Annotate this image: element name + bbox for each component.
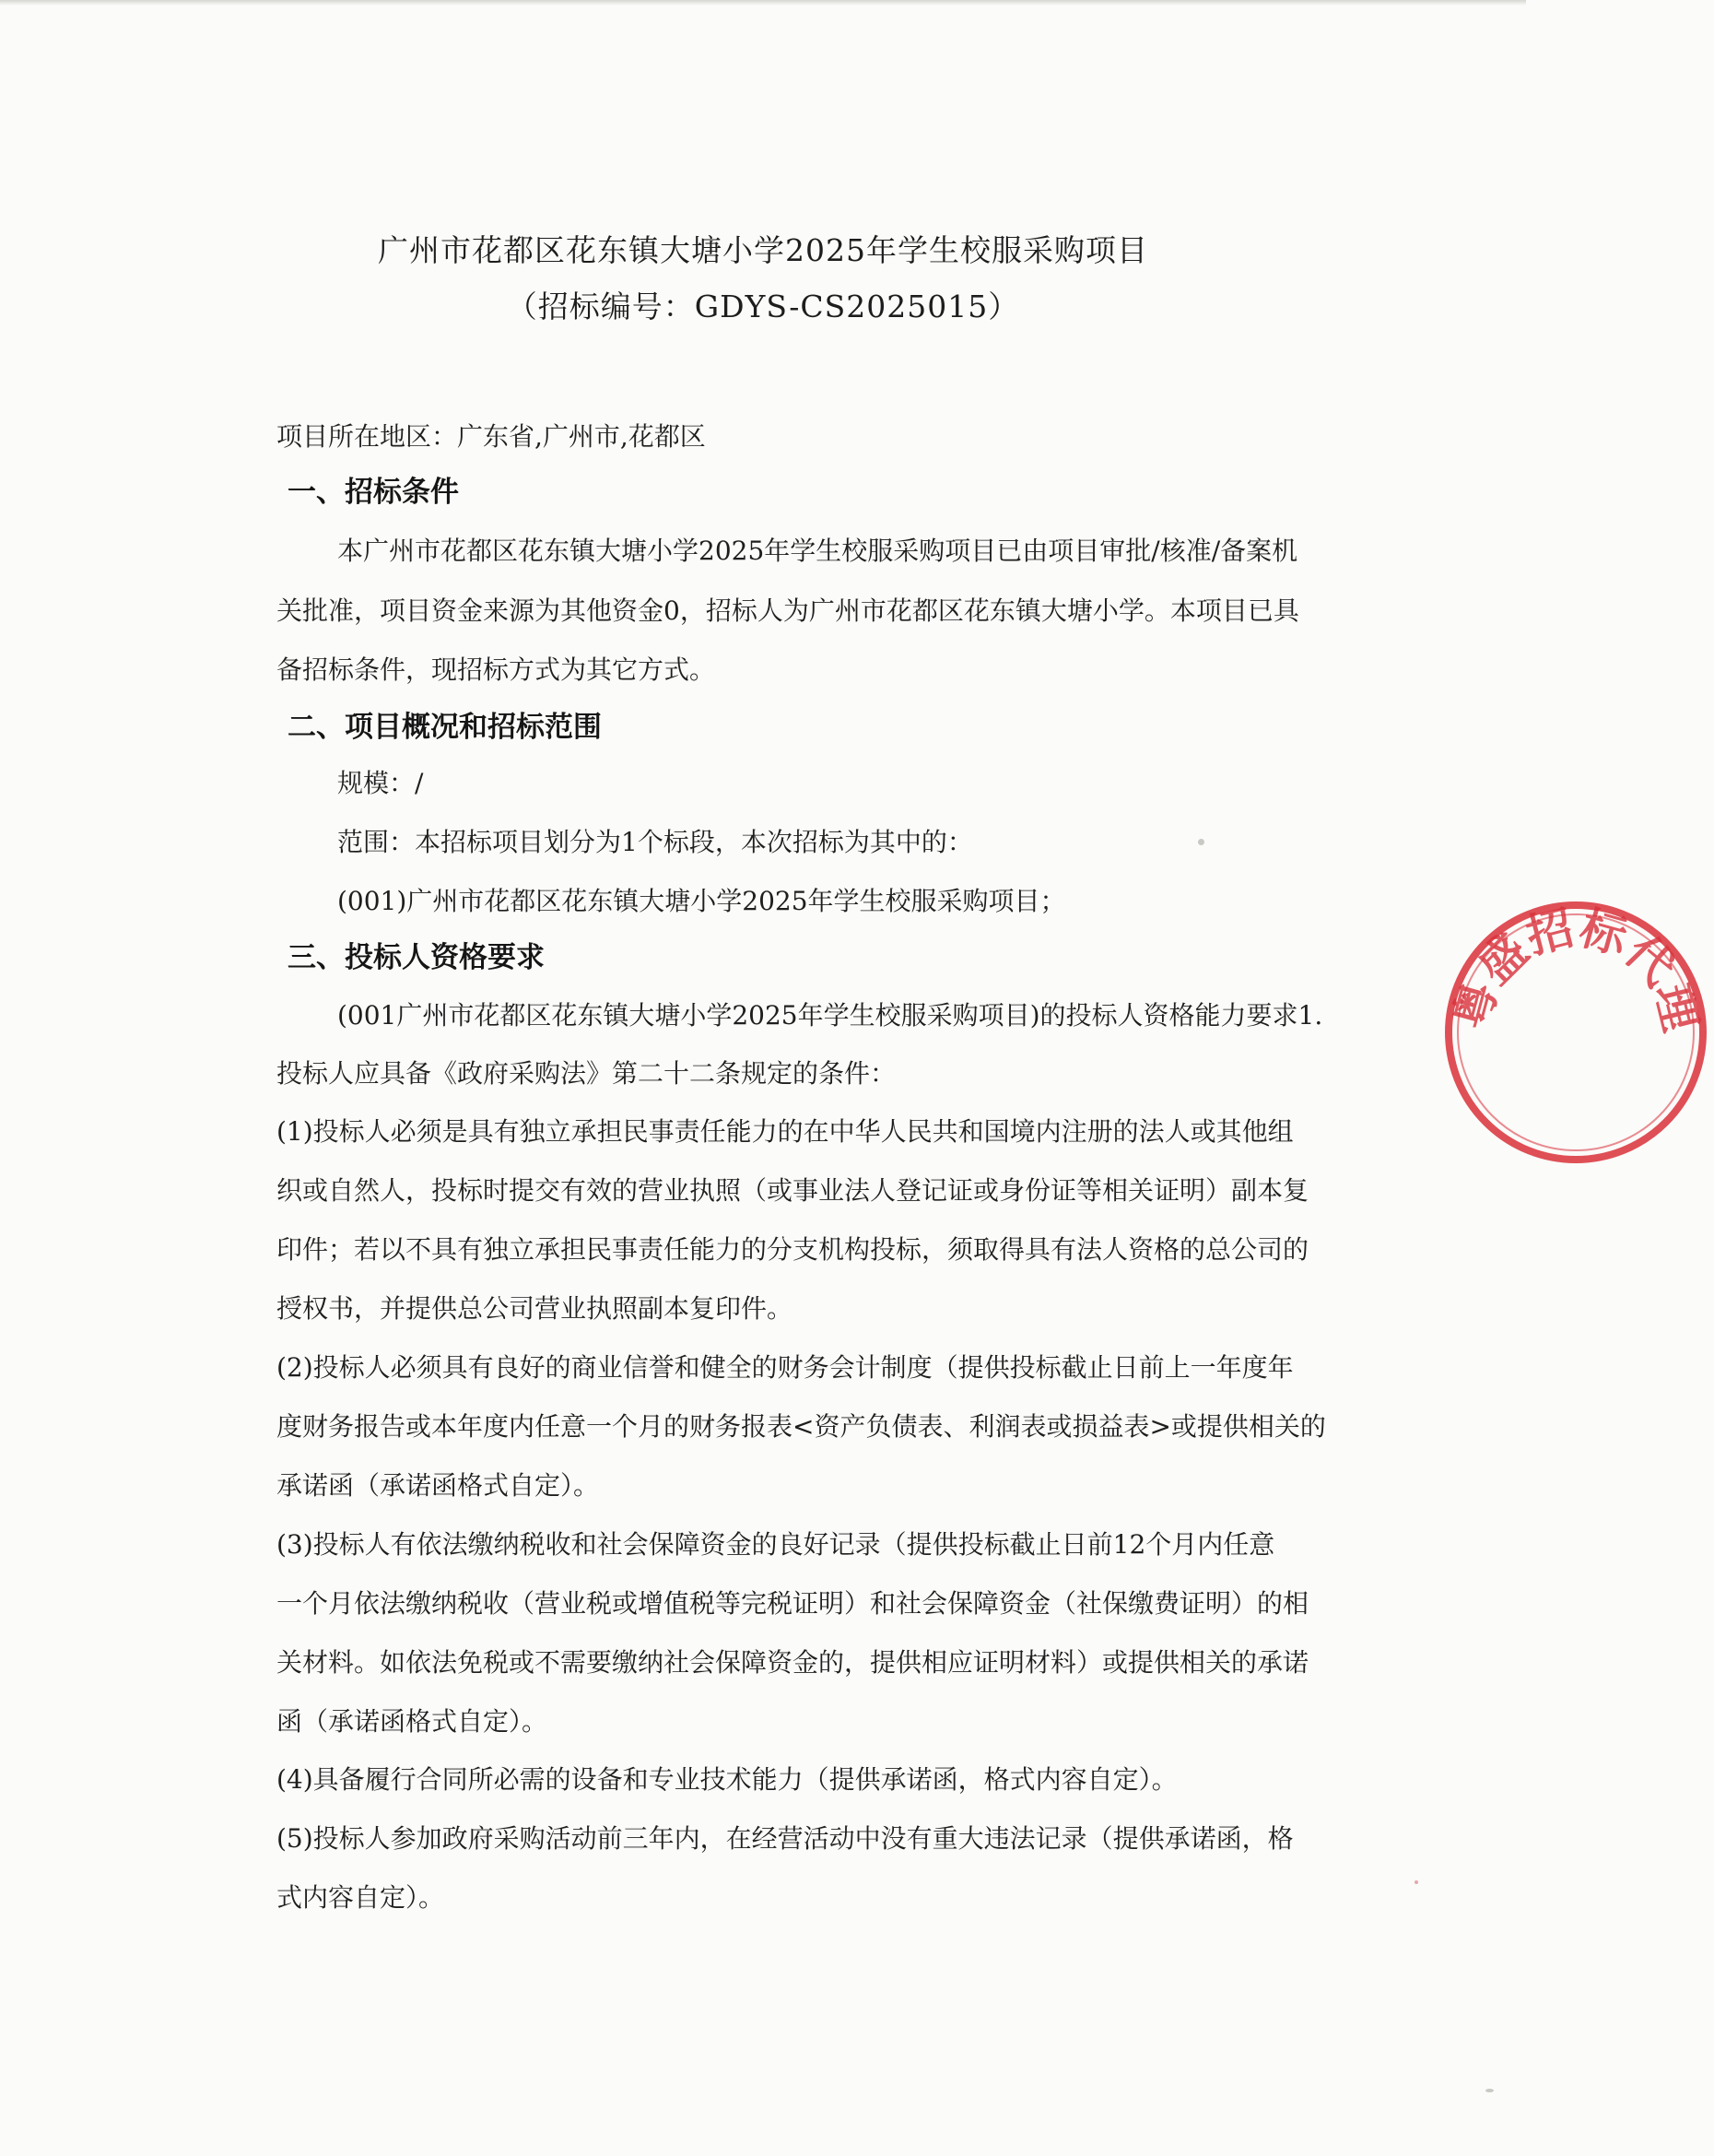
requirement-1-line-1: (1)投标人必须是具有独立承担民事责任能力的在中华人民共和国境内注册的法人或其他组	[276, 1116, 1294, 1147]
section-2-lot: (001)广州市花都区花东镇大塘小学2025年学生校服采购项目；	[337, 886, 1066, 916]
requirement-1-line-4: 授权书，并提供总公司营业执照副本复印件。	[276, 1293, 793, 1324]
requirement-2-line-3: 承诺函（承诺函格式自定）。	[276, 1470, 600, 1501]
requirement-1-line-2: 织或自然人，投标时提交有效的营业执照（或事业法人登记证或身份证等相关证明）副本复	[276, 1175, 1309, 1206]
section-2-scope: 范围：本招标项目划分为1个标段，本次招标为其中的：	[337, 827, 973, 857]
section-1-line-2: 关批准，项目资金来源为其他资金0，招标人为广州市花都区花东镇大塘小学。本项目已具	[276, 595, 1299, 626]
requirement-1-line-3: 印件；若以不具有独立承担民事责任能力的分支机构投标，须取得具有法人资格的总公司的	[276, 1234, 1309, 1265]
requirement-3-line-2: 一个月依法缴纳税收（营业税或增值税等完税证明）和社会保障资金（社保缴费证明）的相	[276, 1588, 1309, 1619]
scan-speck	[1415, 1880, 1418, 1884]
scan-speck	[1198, 839, 1204, 845]
section-1-line-1: 本广州市花都区花东镇大塘小学2025年学生校服采购项目已由项目审批/核准/备案机	[337, 536, 1298, 566]
requirement-5-line-2: 式内容自定）。	[276, 1882, 445, 1913]
project-location: 项目所在地区：广东省,广州市,花都区	[276, 421, 706, 452]
section-1-heading: 一、招标条件	[288, 476, 459, 509]
requirement-5-line-1: (5)投标人参加政府采购活动前三年内，在经营活动中没有重大违法记录（提供承诺函，格	[276, 1823, 1294, 1854]
requirement-2-line-1: (2)投标人必须具有良好的商业信誉和健全的财务会计制度（提供投标截止日前上一年度年	[276, 1352, 1294, 1383]
requirement-3-line-1: (3)投标人有依法缴纳税收和社会保障资金的良好记录（提供投标截止日前12个月内任意	[276, 1529, 1275, 1560]
requirement-3-line-4: 函（承诺函格式自定）。	[276, 1706, 548, 1737]
section-2-heading: 二、项目概况和招标范围	[288, 711, 602, 744]
document-title: 广州市花都区花东镇大塘小学2025年学生校服采购项目	[378, 232, 1148, 268]
section-1-line-3: 备招标条件，现招标方式为其它方式。	[276, 654, 716, 685]
requirement-3-line-3: 关材料。如依法免税或不需要缴纳社会保障资金的，提供相应证明材料）或提供相关的承诺	[276, 1647, 1309, 1678]
scan-edge-shadow	[0, 0, 1526, 6]
section-2-scale: 规模：/	[337, 768, 424, 798]
requirement-4-line-1: (4)具备履行合同所必需的设备和专业技术能力（提供承诺函，格式内容自定）。	[276, 1764, 1178, 1795]
section-3-intro-line-2: 投标人应具备《政府采购法》第二十二条规定的条件：	[276, 1058, 897, 1089]
section-3-heading: 三、投标人资格要求	[288, 941, 545, 974]
scan-speck	[1485, 2089, 1494, 2092]
section-3-intro-line-1: (001广州市花都区花东镇大塘小学2025年学生校服采购项目)的投标人资格能力要求1.	[337, 1000, 1323, 1031]
requirement-2-line-2: 度财务报告或本年度内任意一个月的财务报表<资产负债表、利润表或损益表>或提供相关的	[276, 1411, 1326, 1442]
company-seal	[1438, 894, 1714, 1171]
tender-number: （招标编号：GDYS-CS2025015）	[506, 289, 1020, 324]
seal-text: 粤盛招标代理	[1444, 901, 1708, 1037]
